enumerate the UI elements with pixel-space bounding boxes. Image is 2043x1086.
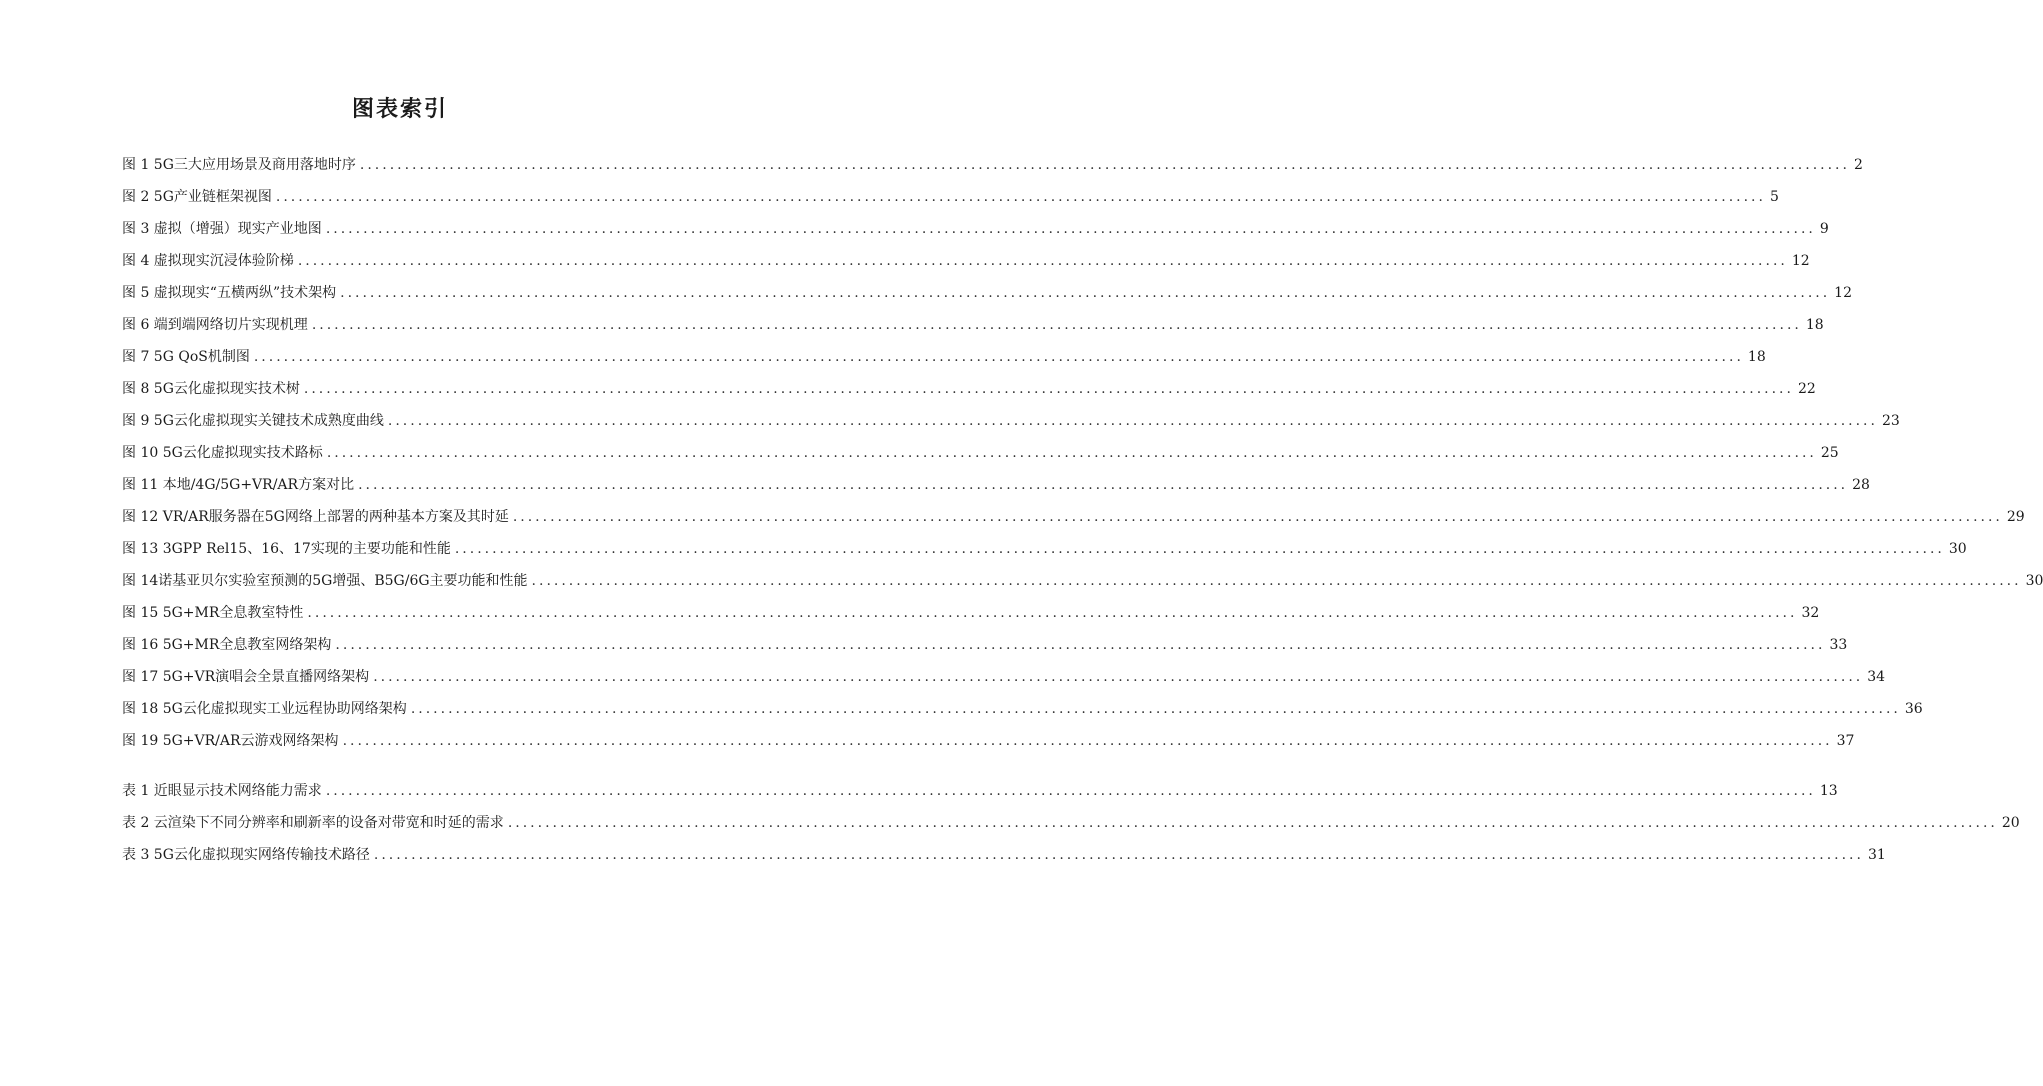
- entry-page-number: 12: [1791, 253, 1810, 269]
- figure-entry[interactable]: [122, 558, 2043, 590]
- entry-label: 图 5 虚拟现实“五横两纵”技术架构: [122, 285, 337, 301]
- entry-page-number: 23: [1881, 413, 1900, 429]
- entry-page-number: 34: [1867, 669, 1886, 685]
- entry-label: 图 2 5G产业链框架视图: [122, 189, 272, 205]
- page-title: 图表索引: [351, 96, 448, 122]
- entry-label: 表 3 5G云化虚拟现实网络传输技术路径: [122, 847, 370, 863]
- entry-page-number: 33: [1829, 637, 1848, 653]
- entry-page-number: 32: [1801, 605, 1820, 621]
- entry-label: 图 14诺基亚贝尔实验室预测的5G增强、B5G/6G主要功能和性能: [122, 573, 528, 589]
- dot-leader: ........................................................................................................................................................................................................: [359, 157, 1850, 173]
- entry-label: 表 2 云渲染下不同分辨率和刷新率的设备对带宽和时延的需求: [122, 815, 504, 831]
- table-entry[interactable]: [122, 832, 1886, 864]
- entry-label: 图 4 虚拟现实沉浸体验阶梯: [122, 253, 294, 269]
- entry-page-number: 20: [2001, 815, 2020, 831]
- entry-page-number: 29: [2006, 509, 2025, 525]
- dot-leader: ........................................................................................................................................................................................................: [454, 541, 1945, 557]
- figure-entry[interactable]: [122, 174, 1779, 206]
- entry-label: 图 12 VR/AR服务器在5G网络上部署的两种基本方案及其时延: [122, 509, 509, 525]
- dot-leader: ........................................................................................................................................................................................................: [297, 253, 1788, 269]
- figure-entry[interactable]: [122, 334, 1766, 366]
- entry-page-number: 22: [1797, 381, 1816, 397]
- figure-entry[interactable]: [122, 366, 1816, 398]
- entry-label: 表 1 近眼显示技术网络能力需求: [122, 783, 322, 799]
- figure-entry[interactable]: [122, 622, 1848, 654]
- entry-label: 图 18 5G云化虚拟现实工业远程协助网络架构: [122, 701, 407, 717]
- entry-label: 图 19 5G+VR/AR云游戏网络架构: [122, 733, 339, 749]
- dot-leader: ........................................................................................................................................................................................................: [326, 445, 1817, 461]
- figure-entry[interactable]: [122, 238, 1810, 270]
- entry-label: 图 11 本地/4G/5G+VR/AR方案对比: [122, 477, 355, 493]
- entry-page-number: 31: [1867, 847, 1886, 863]
- dot-leader: ........................................................................................................................................................................................................: [311, 317, 1802, 333]
- figure-entry[interactable]: [122, 398, 1900, 430]
- entry-page-number: 37: [1836, 733, 1855, 749]
- figure-entry[interactable]: [122, 206, 1829, 238]
- table-entry[interactable]: [122, 800, 2020, 832]
- figure-entry[interactable]: [122, 142, 1863, 174]
- dot-leader: ........................................................................................................................................................................................................: [325, 221, 1816, 237]
- entry-label: 图 15 5G+MR全息教室特性: [122, 605, 304, 621]
- table-index-list: [122, 768, 2020, 864]
- dot-leader: ........................................................................................................................................................................................................: [335, 637, 1826, 653]
- entry-label: 图 8 5G云化虚拟现实技术树: [122, 381, 300, 397]
- dot-leader: ........................................................................................................................................................................................................: [303, 381, 1794, 397]
- dot-leader: ........................................................................................................................................................................................................: [342, 733, 1833, 749]
- dot-leader: ........................................................................................................................................................................................................: [512, 509, 2003, 525]
- figure-index-list: [122, 142, 2043, 750]
- entry-page-number: 30: [1948, 541, 1967, 557]
- figure-entry[interactable]: [122, 654, 1886, 686]
- figure-entry[interactable]: [122, 430, 1839, 462]
- entry-page-number: 13: [1819, 783, 1838, 799]
- entry-page-number: 36: [1904, 701, 1923, 717]
- dot-leader: ........................................................................................................................................................................................................: [387, 413, 1878, 429]
- entry-label: 图 17 5G+VR演唱会全景直播网络架构: [122, 669, 370, 685]
- entry-page-number: 18: [1747, 349, 1766, 365]
- entry-page-number: 28: [1852, 477, 1870, 493]
- figure-entry[interactable]: [122, 462, 1870, 494]
- figure-entry[interactable]: [122, 302, 1824, 334]
- figure-entry[interactable]: [122, 590, 1820, 622]
- entry-label: 图 7 5G QoS机制图: [122, 349, 250, 365]
- entry-label: 图 16 5G+MR全息教室网络架构: [122, 637, 332, 653]
- figure-entry[interactable]: [122, 270, 1852, 302]
- entry-page-number: 25: [1820, 445, 1839, 461]
- entry-label: 图 10 5G云化虚拟现实技术路标: [122, 445, 323, 461]
- figure-entry[interactable]: [122, 718, 1855, 750]
- dot-leader: ........................................................................................................................................................................................................: [373, 669, 1864, 685]
- figure-entry[interactable]: [122, 526, 1967, 558]
- figure-entry[interactable]: [122, 686, 1923, 718]
- entry-page-number: 30: [2025, 573, 2043, 589]
- entry-page-number: 12: [1834, 285, 1852, 301]
- entry-label: 图 3 虚拟（增强）现实产业地图: [122, 221, 322, 237]
- entry-label: 图 13 3GPP Rel15、16、17实现的主要功能和性能: [122, 541, 451, 557]
- entry-page-number: 5: [1769, 189, 1779, 205]
- dot-leader: ........................................................................................................................................................................................................: [507, 815, 1998, 831]
- entry-label: 图 1 5G三大应用场景及商用落地时序: [122, 157, 356, 173]
- dot-leader: ........................................................................................................................................................................................................: [358, 477, 1849, 493]
- entry-label: 图 9 5G云化虚拟现实关键技术成熟度曲线: [122, 413, 384, 429]
- entry-page-number: 2: [1853, 157, 1863, 173]
- entry-page-number: 18: [1805, 317, 1824, 333]
- dot-leader: ........................................................................................................................................................................................................: [340, 285, 1831, 301]
- entry-page-number: 9: [1819, 221, 1829, 237]
- entry-label: 图 6 端到端网络切片实现机理: [122, 317, 308, 333]
- table-entry[interactable]: [122, 768, 1838, 800]
- figure-entry[interactable]: [122, 494, 2025, 526]
- dot-leader: ........................................................................................................................................................................................................: [307, 605, 1798, 621]
- dot-leader: ........................................................................................................................................................................................................: [325, 783, 1816, 799]
- dot-leader: ........................................................................................................................................................................................................: [253, 349, 1744, 365]
- dot-leader: ........................................................................................................................................................................................................: [410, 701, 1901, 717]
- dot-leader: ........................................................................................................................................................................................................: [275, 189, 1766, 205]
- dot-leader: ........................................................................................................................................................................................................: [531, 573, 2022, 589]
- dot-leader: ........................................................................................................................................................................................................: [373, 847, 1864, 863]
